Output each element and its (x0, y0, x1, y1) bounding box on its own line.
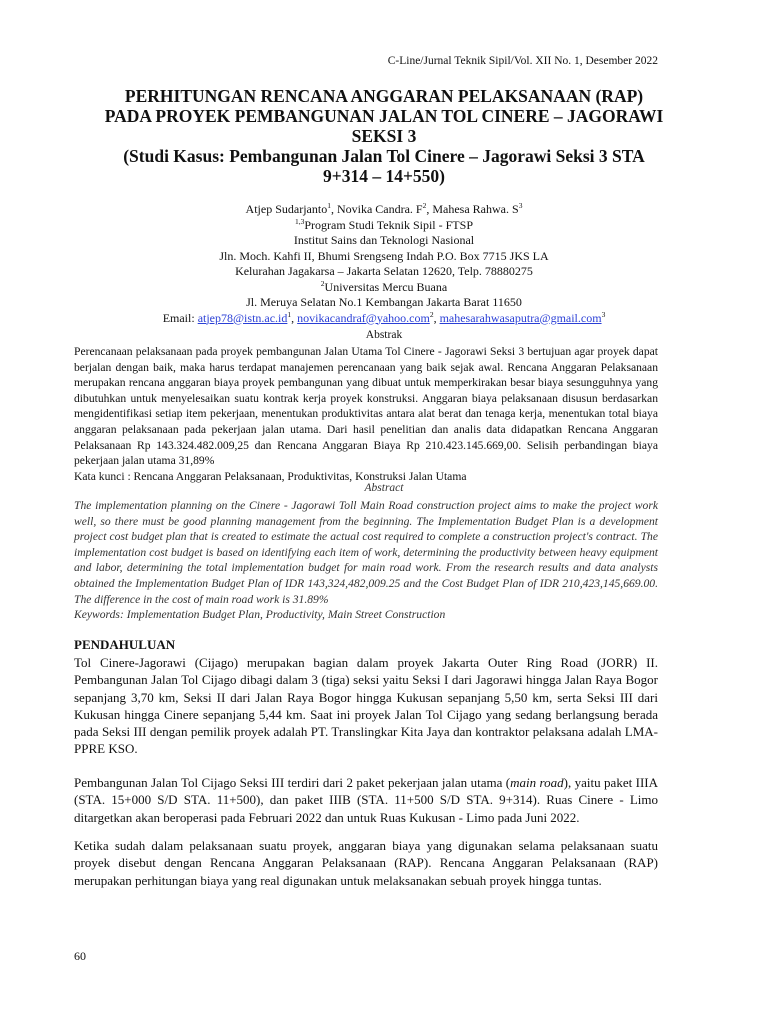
paragraph-1: Tol Cinere-Jagorawi (Cijago) merupakan bagian dalam proyek Jakarta Outer Ring Road (JORR) II. Pembangunan Jalan Tol Cijago dibagi dalam 3 (tiga) seksi yaitu Seksi I dari Jagorawi hingga Jalan Raya Bogor sepanjang 3,70 km, Seksi II dari Jalan Raya Bogor hingga Kukusan sepanjang 5,50 km, serta Seksi III dari Kukusan hingga Cinere sepanjang 5,44 km. Saat ini proyek Jalan Tol Cijago yang sedang berlangsung berada pada Seksi III dengan pemilik proyek adalah PT. Translingkar Kita Jaya dan kontraktor pelaksana adalah LMA-PPRE KSO. (74, 655, 658, 757)
affiliation-text: Universitas Mercu Buana (324, 279, 448, 294)
page-number: 60 (74, 949, 86, 963)
abstract-text: The implementation planning on the Cinere - Jagorawi Toll Main Road construction project aims to make the project work well, so there must be good planning management from the beginning. The Implementation Budget Plan is a development project cost budget plan that is created to estimate the actual cost required to complete a construction project's contract. The implementation cost budget is based on identifying each item of work, determining the productivity between heavy equipment and labor, determining the total implementation budget for main road work. From the research results and data analysts obtained the Implementation Budget Plan of IDR 143,324,482,009.25 and the Cost Budget Plan of IDR 210,423,145,669.00. The difference in the cost of main road work is 31.89% (74, 499, 658, 606)
separator: , (291, 310, 298, 325)
paragraph-3: Ketika sudah dalam pelaksanaan suatu proyek, anggaran biaya yang digunakan selama pelaksanaan suatu proyek disebut dengan Rencana Anggaran Pelaksanaan (RAP). Rencana Anggaran Pelaksanaan (RAP) merupakan perhitungan biaya yang real digunakan untuk melaksanakan sebuah proyek hingga tuntas. (74, 838, 658, 888)
author-name: Mahesa Rahwa. S (432, 202, 519, 216)
author-name: Novika Candra. F (336, 202, 423, 216)
separator: , (330, 202, 337, 216)
affiliation-mark: 2 (320, 278, 325, 288)
affiliation-mark: 1 (287, 309, 292, 319)
running-head: C-Line/Jurnal Teknik Sipil/Vol. XII No. 1, Desember 2022 (387, 55, 658, 67)
title-line: PADA PROYEK PEMBANGUNAN JALAN TOL CINERE – JAGORAWI (104, 106, 664, 126)
address-line: Kelurahan Jagakarsa – Jakarta Selatan 12620, Telp. 78880275 (235, 264, 533, 278)
affiliation-mark: 3 (518, 201, 523, 210)
title-line: PERHITUNGAN RENCANA ANGGARAN PELAKSANAAN (RAP) (124, 86, 644, 106)
institution-1: Institut Sains dan Teknologi Nasional (293, 233, 475, 247)
emphasis-text: main road (510, 775, 564, 790)
affiliation-mark: 1 (327, 201, 331, 210)
separator: , (426, 202, 433, 216)
abstract-heading: Abstract (364, 482, 404, 494)
email-line (74, 311, 694, 327)
affiliation-mark: 3 (601, 309, 606, 319)
paragraph-2 (74, 774, 658, 826)
email-label: Email: (162, 310, 198, 325)
title-line: (Studi Kasus: Pembangunan Jalan Tol Cinere – Jagorawi Seksi 3 STA (123, 146, 645, 166)
title-line: SEKSI 3 (351, 126, 417, 146)
title-line: 9+314 – 14+550) (322, 166, 446, 186)
paragraph-text: Pembangunan Jalan Tol Cijago Seksi III terdiri dari 2 paket pekerjaan jalan utama ( (74, 775, 511, 790)
abstract-body (74, 498, 658, 623)
section-heading-pendahuluan: PENDAHULUAN (74, 637, 176, 652)
abstrak-heading: Abstrak (365, 329, 403, 341)
affiliation-1 (74, 218, 694, 234)
abstrak-body (74, 344, 658, 484)
affiliation-text: Program Studi Teknik Sipil - FTSP (304, 217, 473, 232)
author-names (74, 202, 694, 218)
abstrak-keywords: Kata kunci : Rencana Anggaran Pelaksanaan, Produktivitas, Konstruksi Jalan Utama (74, 469, 467, 483)
affiliation-mark: 2 (429, 309, 434, 319)
affiliation-mark: 1,3 (294, 216, 305, 226)
abstrak-text: Perencanaan pelaksanaan pada proyek pembangunan Jalan Utama Tol Cinere - Jagorawi Seksi 3 bertujuan agar proyek dapat berjalan dengan baik, maka harus terdapat manajemen perencanaan yang baik sejak awal. Rencana Anggaran Pelaksanaan merupakan rencana anggaran biaya proyek pembangunan yang dibuat untuk memperkirakan besar biaya sesungguhnya yang dibutuhkan untuk menyelesaikan suatu kontrak kerja proyek konstruksi. Anggaran biaya pelaksanaan disusun berdasarkan mengidentifikasi setiap item pekerjaan, menentukan produktivitas antara alat berat dan tenaga kerja, menentukan total biaya anggaran pelaksanaan pada pekerjaan jalan utama. Dari hasil penelitian dan analis data didapatkan Rencana Anggaran Pelaksanaan Rp 143.324.482.009,25 dan Rencana Anggaran Biaya Rp 210.423.145.669,00. Selisih perbandingan biaya pekerjaan jalan utama 31,89% (74, 345, 658, 468)
affiliation-mark: 2 (422, 201, 427, 210)
email-link-2[interactable]: novikacandraf@yahoo.com (297, 310, 430, 325)
author-block (74, 202, 694, 326)
affiliation-2 (74, 280, 694, 296)
paragraph-text: ), yaitu paket IIIA (STA. 15+000 S/D STA. 11+500), dan paket IIIB (STA. 11+500 S/D STA. 9+314). Ruas Cinere - Limo ditargetkan akan beroperasi pada Februari 2022 dan untuk Ruas Kukusan - Limo pada Juni 2022. (74, 775, 658, 825)
address-line: Jln. Moch. Kahfi II, Bhumi Srengseng Indah P.O. Box 7715 JKS LA (219, 248, 549, 263)
separator: , (433, 310, 440, 325)
author-name: Atjep Sudarjanto (245, 202, 328, 216)
abstract-keywords: Keywords: Implementation Budget Plan, Productivity, Main Street Construction (74, 608, 446, 622)
email-link-3[interactable]: mahesarahwasaputra@gmail.com (439, 310, 602, 325)
email-link-1[interactable]: atjep78@istn.ac.id (197, 310, 288, 325)
address-line: Jl. Meruya Selatan No.1 Kembangan Jakarta Barat 11650 (246, 295, 522, 309)
paper-title (74, 86, 694, 186)
